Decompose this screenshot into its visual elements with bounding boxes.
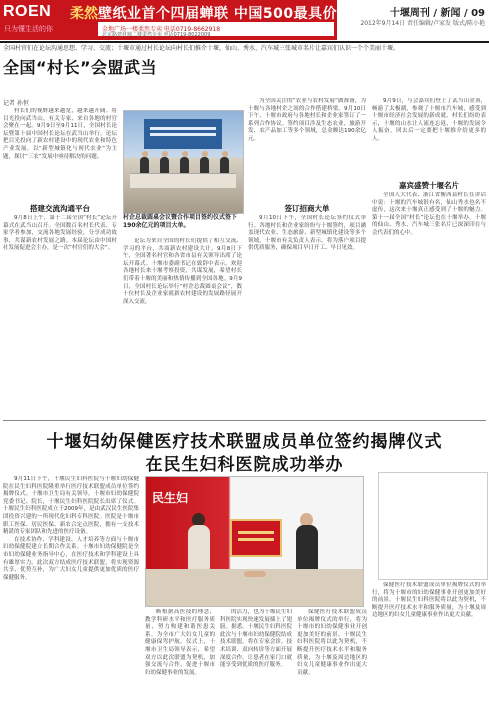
story1-column-3 [248,98,366,200]
top-divider [0,41,489,43]
story1-col4-text2: 全国人大代表、浙江省衡西县村长在讲话中说：十堰的汽车城很有名，仙山秀水也名不虚传，这次来十堰真正感受到了十堰的魅力。第十一届全国“村长”论坛也在十堰举办，十堰的仙山、秀水、汽车城三张名片已深深印在与会代表们的心中。 [372,192,486,236]
story1-photo-signing-ceremony [123,110,244,214]
story1-column-4 [372,98,486,178]
story1-subhead-2: 签订招商大单 [284,204,330,213]
photo-stage-screen [144,119,222,149]
story2-photo-plaque-unveiling [145,476,364,607]
story1-subhead-3: 嘉宾盛赞十堰名片 [399,181,459,190]
story2-col3b-text: 的活力，也为十堰民生妇科医院实现快速发展插上了翅膀。据悉，十堰民生妇科医院此次与十堰市妇幼保健院结成技术联盟，将在专家会诊、技术培训、双向转诊等方面开展深度合作，让患者在家门口就能享受到优质的医疗服务。 [220,609,292,669]
story1-subhead-1: 搭建交流沟通平台 [30,204,90,213]
story2-column-1 [3,476,139,698]
ad-tagline: 只为懂生活的你 [4,25,53,33]
story1-col1-text: 村长们的视野越来越宽，越来越开阔。将目光投向武当山，有关专家、来自各地的村官会聚在一起。9月9日至9月11日，全国村长论坛暨第十届中国村长论坛在武当山举行。论坛把目光投向了新农村建设中的现代农业和特色产业发展。以“新型城镇化与现代农业”为主题，探讨“三农”发展中亟待解决的问题。 [3,108,117,160]
story2-col1-text: 9月11日下午，十堰民生妇科医院与十堰妇幼保健院在民生妇科医院隆重举行医疗技术联盟成员单位签约揭牌仪式。十堰市卫生局有关领导，十堰市妇幼保健院党委书记、院长，十堰民生妇科医院院长出席了仪式。十堰民生妇科医院成立于2009年，是由武汉民生医院集团投资兴建的一所现代化妇科专科医院。医院是十堰市职工医保、居民医保、新农合定点医院，拥有一支技术精湛的专家团队和先进的医疗设备。 [3,476,139,536]
photo-plaque [230,519,282,557]
story1-col4-text: 9月9日，与会嘉宾们登上了武当山金顶，畅游了太极湖，参观了十堰市汽车城，感受到十堰市经济社会发展的新成就。村长们纷纷表示，十堰的山水让人流连忘返，十堰的发展令人振奋，回去后一定要把十堰推介给更多的人。 [372,98,486,142]
story1-col3-text2: 9月10日下午，全国村长论坛签约仪式举行。各地村长和企业家纷纷与十堰签约，项目涵盖现代农业、生态旅游、新型城镇化建设等多个领域。十堰市有关负责人表示，将为落户项目提供优质服务，确保项目早日开工、早日见效。 [248,215,366,252]
story2-col5-text: 保健医疗技术联盟成员单位揭牌仪式的举行，将为十堰市的妇幼保健事业开创更加美好的前景。十堰民生妇科医院将以此为契机，不断提升医疗技术水平和服务质量，为十堰及周边地区的妇女儿童健康事业作出更大贡献。 [372,582,486,619]
story2-headline-line2: 在民生妇科医院成功举办 [145,455,344,475]
story2-column-5 [372,582,486,699]
story2-col3-text: 断根据高医技的理念，教学科研水平和医疗服务质量，努力构建和谐医患关系。为全市广大妇女儿童的健康保驾护航。仪式上，十堰市卫生局领导表示，希望双方以此次联盟为契机，加强交流与合作，促进十堰市妇幼保健事业的发展。 [145,609,215,676]
story2-col4-text: 保健医疗技术联盟成员单位揭牌仪式的举行，将为十堰市的妇幼保健事业开创更加美好的前景。十堰民生妇科医院将以此为契机，不断提升医疗技术水平和服务质量，为十堰及周边地区的妇女儿童健康事业作出更大贡献。 [297,609,367,676]
ad-headline: 壁纸业首个四届蝉联 中国500最具价值品牌 [98,6,381,22]
masthead-date: 2012年9月14日 责任编辑/卢家发 版式/陈小艳 [360,20,485,27]
ad-logo: ROEN [3,3,52,20]
story1-col1-text2: 9月8日上午，第十二届全国“村长”论坛开幕式在武当山召开。全国数百名村长代表、专家学者参加，交流各地发展经验，分享成功故事，共谋新农村发展之路。本届论坛由中国村社发展促进会主办，是一次“村官们的大会”。 [3,215,117,252]
photo-signing-table [130,173,236,188]
photo-backdrop-text: 民生妇 [152,491,189,505]
story1-headline: 全国“村长”会盟武当 [3,58,158,77]
story1-column-4b [372,192,486,415]
ad-logo-chinese: 柔然 [70,6,98,22]
ad-address-line2: 北京路建材城二楼柔然专卖 电话0719-8022009 [102,32,211,38]
story2-column-3b [220,609,292,699]
story1-photo-caption: 村企总裁圆桌会议暨合作项目签约仪式签下190余亿元的项目大单。 [123,214,238,229]
story1-col2-text: 论坛为来自全国的村长们提供了相互交流、学习的平台，共商新农村建设大计。9月8日下午，全国著名村官和各省市县有关领导出席了论坛开幕式。十堰市委副书记在致辞中表示，欢迎各地村长来十堰考察投资，共谋发展，希望村长们带着十堰的美丽和热情传播到全国各地。9月9日，全国村长论坛举行“村企总裁圆桌会议”，数十位村长及企业家就新农村建设的发展路径展开深入交流。 [123,238,242,305]
story2-column-3 [145,609,215,699]
story1-col3-text: 为全国关注的“农业与农村发展”做准备，为十堰与各地村企之间的合作搭建桥梁。9月10日下午，十堰市政府与各地村长和企业家签订了一系列合作协议。签约项目涉及生态农业、旅游开发、农产品加工等多个领域，总金额达190余亿元。 [248,98,366,142]
story2-column-4 [297,609,367,699]
section-divider [3,420,486,421]
story1-byline: 记者 孙恒 [3,100,29,107]
story1-column-2 [123,238,242,416]
masthead-section-name: 十堰周刊 / 新闻 / 09 [389,8,485,19]
story2-side-blank [378,472,488,580]
story1-column-1 [3,108,117,200]
ad-address-line1: 金地广场一楼柔然专卖 电话0719-8662918 [102,26,221,33]
story2-col2-text: 在技术协作、学科建设、人才培养等方面与十堰市妇幼保健院建立长期合作关系。十堰市妇幼保健院是全市妇幼保健业务指导中心，在医疗技术和学科建设上具有雄厚实力。此次双方结成医疗技术联盟，将实现资源共享、优势互补，为广大妇女儿童提供更加优质的医疗保健服务。 [3,536,139,581]
story2-headline-line1: 十堰妇幼保健医疗技术联盟成员单位签约揭牌仪式 [46,432,443,452]
story1-column-1b [3,215,117,415]
advertisement-banner [0,0,381,40]
story1-column-3b [248,215,366,415]
story1-summary: 全国村官们在论坛沟通思想、学习、交流；十堰市通过村长论坛向村长们推介十堰，仙山、秀水、汽车城三张城市名片让嘉宾们认识一个个美丽十堰。 [3,45,400,52]
